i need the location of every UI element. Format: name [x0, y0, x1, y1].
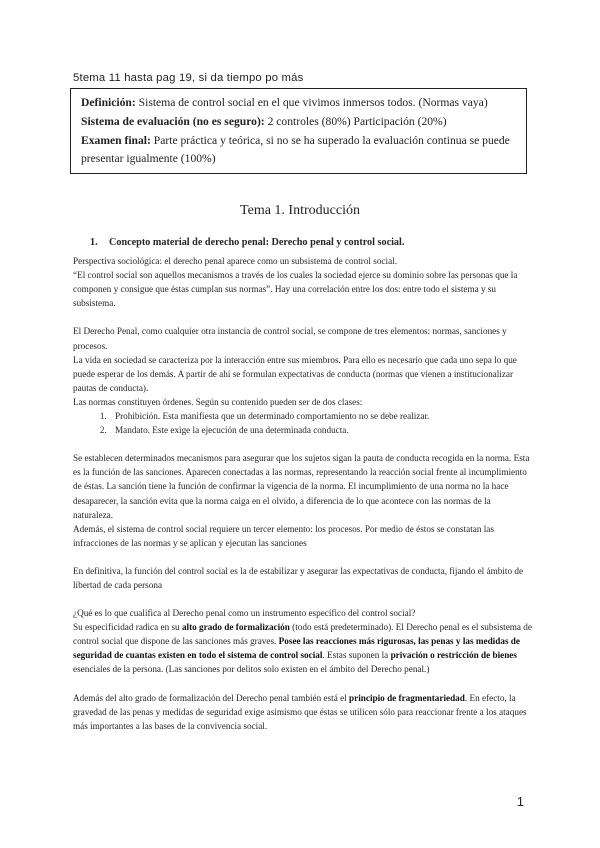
top-note: 5tema 11 hasta pag 19, si da tiempo po más — [73, 72, 304, 84]
evaluacion-label: Sistema de evaluación (no es seguro): — [81, 114, 265, 128]
paragraph-control-social-quote: “El control social son aquellos mecanismos a través de los cuales la sociedad ejerce su dominio sobre las personas que la componen y consigue que éstas cumplan sus normas”. Hay una correlación entre los dos: entre todo el sistema y su subsistema. — [73, 270, 518, 309]
summary-evaluacion — [81, 113, 516, 132]
paragraph-fragmentariedad: Además del alto grado de formalización del Derecho penal también está el principio de fragmentariedad. En efecto, la gravedad de las penas y medidas de seguridad exige asimismo que éstas se utilicen sólo para reaccionar frente a los ataques más importantes a las bases de la convivencia social. — [73, 692, 527, 731]
paragraph-vida-sociedad: La vida en sociedad se caracteriza por la interacción entre sus miembros. Para ello es necesario que cada uno sepa lo que puede esperar de los demás. A partir de ahí se formulan expectativas de conducta (normas que vienen a institucionalizar pautas de conducta). — [73, 354, 517, 393]
paragraph-perspectiva: Perspectiva sociológica: el derecho penal aparece como un subsistema de control social. — [73, 256, 397, 267]
paragraph-normas-ordenes: Las normas constituyen órdenes. Según su contenido pueden ser de dos clases: — [73, 396, 363, 407]
definicion-text: Sistema de control social en el que vivimos inmersos todos. (Normas vaya) — [135, 96, 488, 109]
definicion-label: Definición: — [81, 96, 136, 109]
paragraph-question: ¿Qué es lo que cualifica al Derecho penal como un instrumento específico del control social? — [73, 608, 416, 619]
chapter-title: Tema 1. Introducción — [240, 203, 360, 218]
paragraph-sanciones: Se establecen determinados mecanismos para asegurar que los sujetos sigan la pauta de conducta recogida en la norma. Esta es la función de las sanciones. Aparecen conectadas a las normas, representando la reacción social frente al incumplimiento de éstas. La sanción tiene la función de confirmar la vigencia de la norma. El incumplimiento de una norma no la hace desaparecer, la sanción evita que la norma caiga en el olvido, a diferencia de lo que acontece con las normas de la naturaleza. — [73, 453, 530, 520]
summary-definicion — [81, 94, 516, 113]
paragraph-procesos: Además, el sistema de control social requiere un tercer elemento: los procesos. Por medio de éstos se constatan las infracciones de las normas y se aplican y ejecutan las sanciones — [73, 523, 494, 548]
paragraph-especificidad: Su especificidad radica en su alto grado de formalización (todo está predeterminado). El Derecho penal es el subsistema de control social que dispone de las sanciones más graves. Posee las reacciones más rigurosas, las penas y las medidas de seguridad de cuantas existen en todo el sistema de control social. Estas suponen la privación o restricción de bienes esenciales de la persona. (Las sanciones por delitos solo existen en el ámbito del Derecho penal.) — [73, 622, 532, 675]
norm-types-list — [73, 409, 533, 437]
paragraph-en-definitiva: En definitiva, la función del control social es la de estabilizar y asegurar las expectativas de conducta, fijando el ámbito de libertad de cada persona — [73, 565, 524, 590]
page-number: 1 — [516, 794, 524, 809]
section-heading — [90, 236, 533, 250]
evaluacion-text: 2 controles (80%) Participación (20%) — [264, 114, 447, 128]
paragraph-elementos: El Derecho Penal, como cualquier otra instancia de control social, se compone de tres elementos: normas, sanciones y procesos. — [73, 326, 507, 351]
section-number: 1. — [90, 237, 98, 248]
list-item: 2. Mandato. Este exige la ejecución de una determinada conducta. — [109, 423, 533, 437]
page-content — [73, 236, 533, 733]
list-item: 1. Prohibición. Esta manifiesta que un determinado comportamiento no se debe realizar. — [109, 409, 533, 423]
examen-label: Examen final: — [81, 133, 151, 147]
summary-examen — [81, 132, 516, 170]
summary-box — [70, 88, 527, 174]
examen-text: Parte práctica y teórica, si no se ha superado la evaluación continua se puede presentar igualmente (100%) — [81, 133, 510, 166]
section-title: Concepto material de derecho penal: Derecho penal y control social. — [109, 237, 405, 248]
